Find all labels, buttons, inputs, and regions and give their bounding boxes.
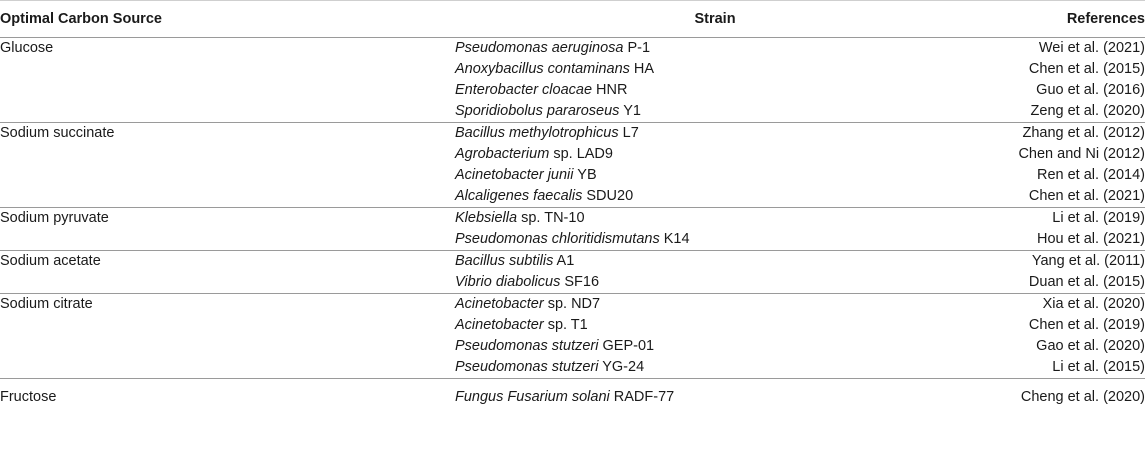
- strain-species-name: Acinetobacter junii: [455, 167, 574, 183]
- strain-cell: [455, 123, 975, 145]
- table-row: [0, 315, 1145, 336]
- strain-designation: A1: [553, 253, 575, 269]
- reference-cell: Chen et al. (2019): [1028, 317, 1145, 333]
- table-row: [0, 186, 1145, 208]
- strain-designation: SF16: [560, 274, 600, 290]
- header-row: [0, 1, 1145, 38]
- reference-cell: Gao et al. (2020): [1036, 338, 1145, 354]
- header-strain: Strain: [455, 1, 975, 38]
- strain-cell: [455, 357, 975, 379]
- strain-species-name: Agrobacterium: [455, 146, 550, 162]
- carbon-source-cell: [0, 315, 455, 336]
- reference-cell: Chen et al. (2015): [1028, 61, 1145, 77]
- strain-designation: sp. T1: [543, 317, 588, 333]
- table-body: [0, 38, 1145, 409]
- strain-species-name: Alcaligenes faecalis: [455, 188, 583, 204]
- strain-cell: [455, 294, 975, 316]
- strain-cell: [455, 336, 975, 357]
- reference-cell: Yang et al. (2011): [1031, 253, 1145, 269]
- strain-cell: [455, 186, 975, 208]
- carbon-source-cell: [0, 229, 455, 251]
- carbon-source-cell: [0, 357, 455, 379]
- table-row: [0, 229, 1145, 251]
- strain-designation: sp. ND7: [543, 296, 601, 312]
- strain-cell: [455, 229, 975, 251]
- strain-cell: [455, 251, 975, 273]
- strain-designation: P-1: [623, 40, 651, 56]
- reference-cell: Duan et al. (2015): [975, 272, 1145, 294]
- strain-species-name: Acinetobacter: [455, 317, 544, 333]
- strain-species-name: Pseudomonas stutzeri: [455, 359, 599, 375]
- strain-species-name: Pseudomonas stutzeri: [455, 338, 599, 354]
- strain-designation: L7: [618, 125, 639, 141]
- table-row: [0, 294, 1145, 316]
- carbon-source-cell: Glucose: [0, 40, 54, 56]
- strain-cell: [455, 38, 975, 60]
- strain-species-name: Klebsiella: [455, 210, 518, 226]
- carbon-source-cell: Sodium succinate: [0, 125, 115, 141]
- table-row: [0, 144, 1145, 165]
- strain-cell: [455, 144, 975, 165]
- strain-designation: sp. TN-10: [517, 210, 585, 226]
- table-row: [0, 59, 1145, 80]
- strain-cell: [455, 80, 975, 101]
- strain-designation: Y1: [619, 103, 641, 119]
- strain-cell: [455, 165, 975, 186]
- strain-species-name: Anoxybacillus contaminans: [455, 61, 630, 77]
- table-row: [0, 80, 1145, 101]
- table-header: [0, 1, 1145, 38]
- carbon-source-cell: Sodium pyruvate: [0, 210, 109, 226]
- reference-cell: Guo et al. (2016): [1036, 82, 1145, 98]
- strain-cell: [455, 379, 975, 409]
- reference-cell: Zeng et al. (2020): [975, 101, 1145, 123]
- carbon-source-cell: [0, 272, 455, 294]
- reference-cell: Ren et al. (2014): [1036, 167, 1145, 183]
- strain-species-name: Bacillus subtilis: [455, 253, 554, 269]
- strain-cell: [455, 208, 975, 230]
- reference-cell: Chen and Ni (2012): [1018, 146, 1145, 162]
- strain-designation: HNR: [592, 82, 628, 98]
- reference-cell: Hou et al. (2021): [975, 229, 1145, 251]
- carbon-source-cell: [0, 336, 455, 357]
- table-row: [0, 208, 1145, 230]
- reference-cell: Xia et al. (2020): [1042, 296, 1145, 312]
- header-carbon-source: Optimal Carbon Source: [0, 1, 455, 38]
- header-references: References: [975, 1, 1145, 38]
- carbon-source-cell: Sodium citrate: [0, 296, 93, 312]
- strain-species-name: Pseudomonas aeruginosa: [455, 40, 624, 56]
- strain-species-name: Bacillus methylotrophicus: [455, 125, 619, 141]
- strain-species-name: Sporidiobolus pararoseus: [455, 103, 620, 119]
- carbon-source-cell: [0, 80, 455, 101]
- strain-species-name: Vibrio diabolicus: [455, 274, 561, 290]
- strain-designation: YG-24: [598, 359, 645, 375]
- reference-cell: Cheng et al. (2020): [1020, 389, 1145, 405]
- strain-designation: SDU20: [582, 188, 634, 204]
- carbon-source-cell: [0, 59, 455, 80]
- carbon-source-cell: [0, 101, 455, 123]
- reference-cell: Li et al. (2015): [975, 357, 1145, 379]
- table-row: [0, 336, 1145, 357]
- table-row: [0, 101, 1145, 123]
- strain-species-name: Acinetobacter: [455, 296, 544, 312]
- table-row: [0, 123, 1145, 145]
- table-row: [0, 38, 1145, 60]
- carbon-source-cell: Fructose: [0, 389, 57, 405]
- strain-designation: RADF-77: [609, 389, 675, 405]
- strain-species-name: Fungus Fusarium solani: [455, 389, 610, 405]
- reference-cell: Wei et al. (2021): [1038, 40, 1145, 56]
- table-row: [0, 165, 1145, 186]
- strain-species-name: Enterobacter cloacae: [455, 82, 593, 98]
- carbon-source-cell: [0, 144, 455, 165]
- strain-designation: YB: [573, 167, 597, 183]
- strain-cell: [455, 59, 975, 80]
- strain-species-name: Pseudomonas chloritidismutans: [455, 231, 660, 247]
- table-row: [0, 357, 1145, 379]
- table-row: [0, 379, 1145, 409]
- strain-cell: [455, 101, 975, 123]
- carbon-source-cell: Sodium acetate: [0, 253, 101, 269]
- strain-designation: HA: [629, 61, 655, 77]
- reference-cell: Zhang et al. (2012): [1022, 125, 1145, 141]
- reference-cell: Chen et al. (2021): [975, 186, 1145, 208]
- carbon-source-cell: [0, 186, 455, 208]
- table-row: [0, 272, 1145, 294]
- strain-designation: GEP-01: [598, 338, 655, 354]
- reference-cell: Li et al. (2019): [1052, 210, 1145, 226]
- carbon-source-cell: [0, 165, 455, 186]
- strain-designation: sp. LAD9: [549, 146, 613, 162]
- strain-designation: K14: [659, 231, 690, 247]
- table-row: [0, 251, 1145, 273]
- strain-cell: [455, 272, 975, 294]
- strain-cell: [455, 315, 975, 336]
